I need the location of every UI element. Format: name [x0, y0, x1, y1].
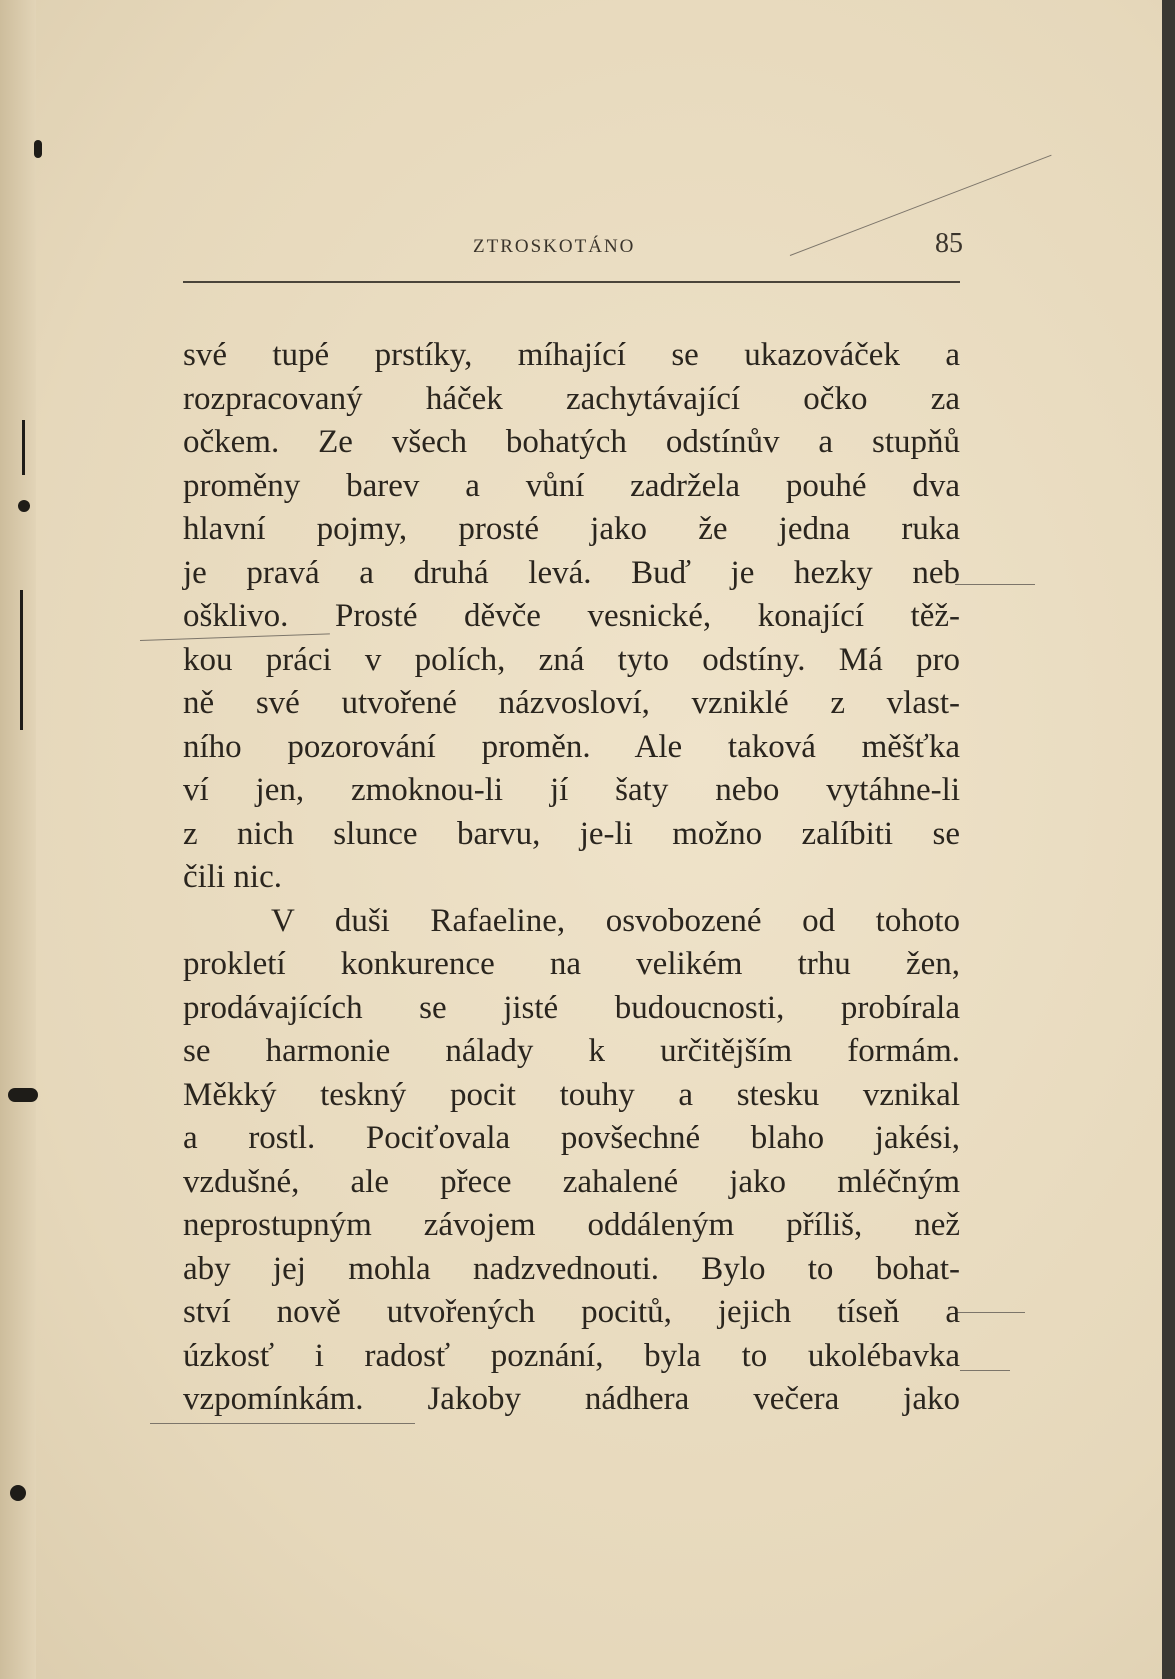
- text-line: očkem. Ze všech bohatých odstínův a stupňů: [183, 424, 960, 460]
- page-number: 85: [935, 228, 963, 259]
- running-title: ZTROSKOTÁNO: [473, 236, 636, 257]
- text-line: a rostl. Pociťovala povšechné blaho jakési,: [183, 1120, 960, 1156]
- text-line: ně své utvořené názvosloví, vzniklé z vlast-: [183, 685, 960, 721]
- text-line: ství nově utvořených pocitů, jejich tíseň a: [183, 1294, 960, 1330]
- text-line: kou práci v polích, zná tyto odstíny. Má pro: [183, 641, 960, 678]
- text-line: aby jej mohla nadzvednouti. Bylo to bohat-: [183, 1250, 960, 1287]
- text-line: prodávajících se jisté budoucnosti, probírala: [183, 989, 960, 1026]
- margin-mark: [34, 140, 42, 158]
- margin-mark: [22, 420, 25, 475]
- text-line: z nich slunce barvu, je-li možno zalíbiti se: [183, 815, 960, 852]
- text-line: ví jen, zmoknou-li jí šaty nebo vytáhne-li: [183, 772, 960, 808]
- text-line: Měkký teskný pocit touhy a stesku vznikal: [183, 1076, 960, 1113]
- margin-mark: [18, 500, 30, 512]
- text-line: čili nic.: [183, 859, 282, 895]
- pencil-stroke: [960, 1370, 1010, 1371]
- text-line: rozpracovaný háček zachytávající očko za: [183, 380, 960, 417]
- binding-gutter: [0, 0, 36, 1679]
- text-line: se harmonie nálady k určitějším formám.: [183, 1033, 960, 1069]
- pencil-stroke: [955, 584, 1035, 585]
- pencil-stroke: [955, 1312, 1025, 1313]
- margin-mark: [10, 1485, 26, 1501]
- text-line: hlavní pojmy, prosté jako že jedna ruka: [183, 511, 960, 547]
- text-line: je pravá a druhá levá. Buď je hezky neb: [183, 554, 960, 591]
- header-rule: [183, 281, 960, 283]
- text-line: vzpomínkám. Jakoby nádhera večera jako: [183, 1381, 960, 1417]
- margin-mark: [8, 1088, 38, 1102]
- text-line: vzdušné, ale přece zahalené jako mléčným: [183, 1163, 960, 1200]
- text-line: prokletí konkurence na velikém trhu žen,: [183, 946, 960, 982]
- text-line: V duši Rafaeline, osvobozené od tohoto: [271, 902, 960, 939]
- margin-mark: [20, 590, 23, 730]
- pencil-stroke: [150, 1423, 415, 1424]
- text-line: proměny barev a vůní zadržela pouhé dva: [183, 467, 960, 504]
- text-line: ního pozorování proměn. Ale taková měšťka: [183, 728, 960, 765]
- body-text: [183, 334, 960, 1422]
- page-edge: [1162, 0, 1175, 1679]
- text-line: neprostupným závojem oddáleným příliš, než: [183, 1207, 960, 1243]
- text-line: své tupé prstíky, míhající se ukazováček a: [183, 337, 960, 373]
- text-line: ošklivo. Prosté děvče vesnické, konající těž-: [183, 598, 960, 634]
- text-line: úzkosť i radosť poznání, byla to ukolébavka: [183, 1337, 960, 1374]
